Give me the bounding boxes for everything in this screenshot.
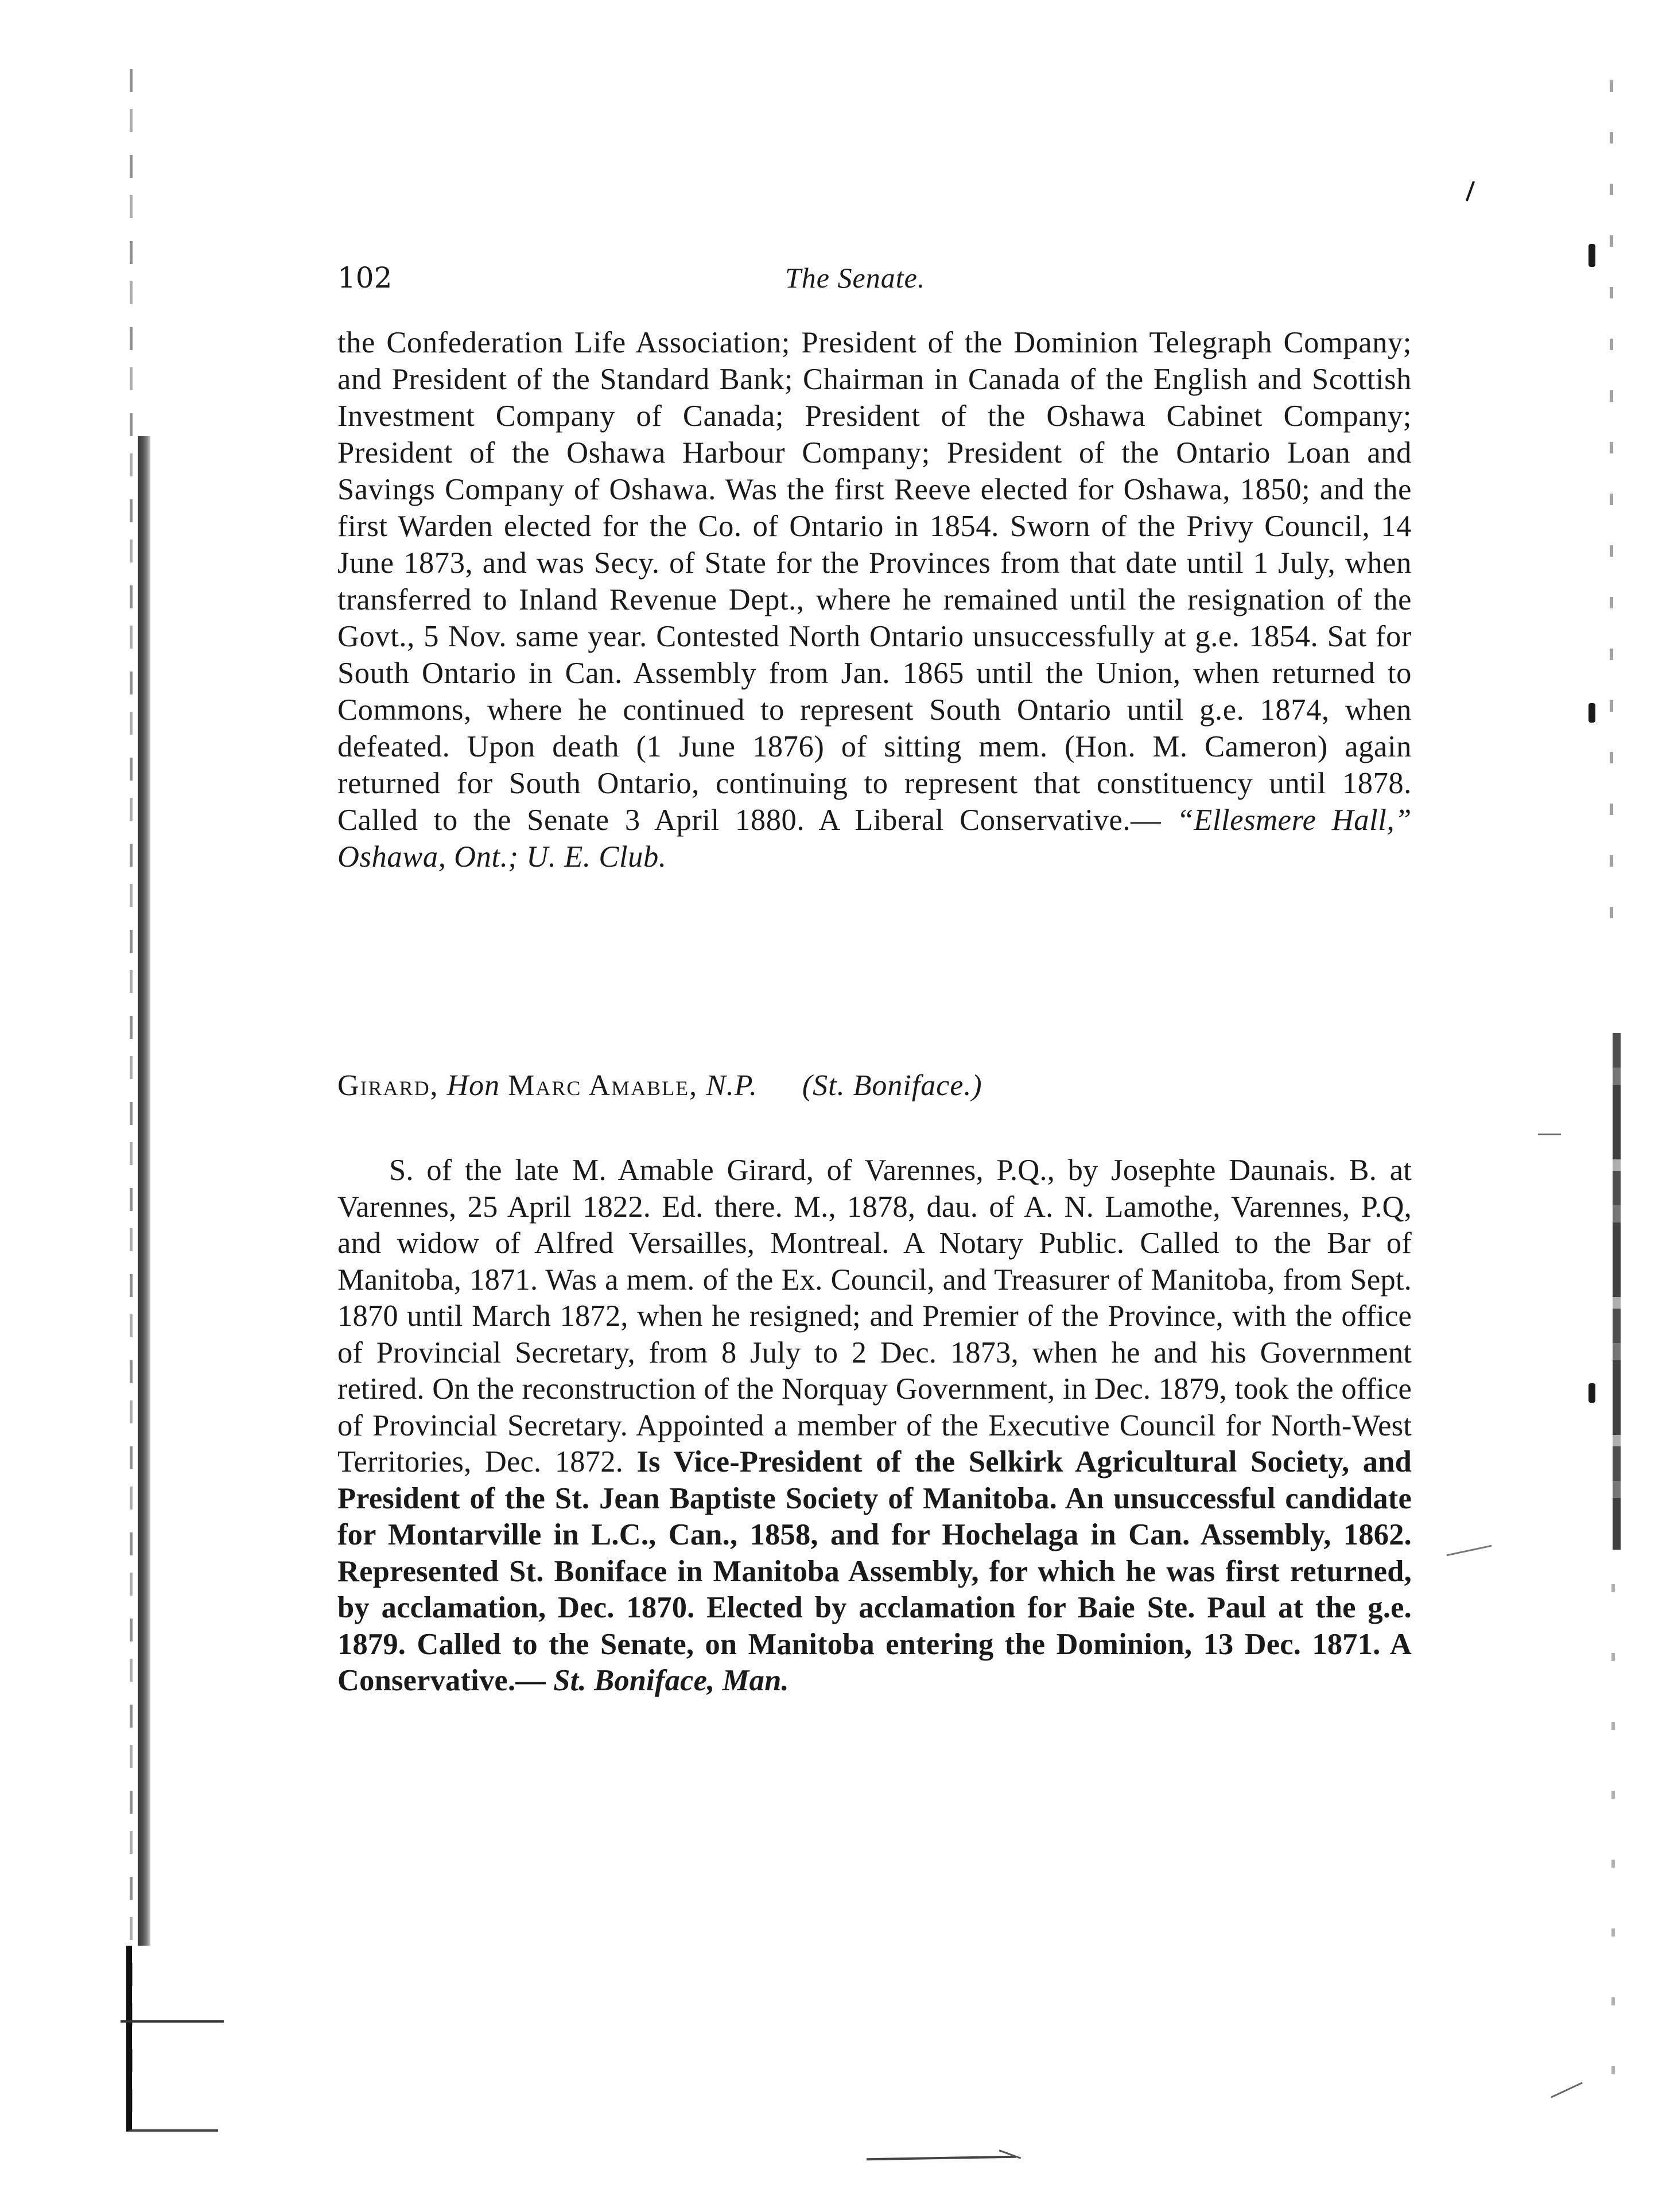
scan-tick-bottom-left (121, 2020, 224, 2023)
entry-surname: Girard, (337, 1069, 439, 1102)
continued-entry-paragraph (337, 324, 1412, 875)
ink-mark (1588, 244, 1595, 267)
entry-honorific: Hon (446, 1069, 500, 1102)
scan-edge-left (130, 69, 133, 2124)
page-header (337, 261, 1412, 307)
scan-edge-right-top (1610, 80, 1613, 941)
entry-biography-part-2: Is Vice-President of the Selkirk Agricultural Society, and President of the St. Jean Baptiste Society of Manitoba. An unsuccessful candidate for Montarville in L.C., Can., 1858, and for Hochelaga in Can. Assembly, 1862. Represented St. Boniface in Manitoba Assembly, for which he was first returned, by acclamation, Dec. 1870. Elected by acclamation for Baie Ste. Paul at the g.e. 1879. Called to the Senate, on Manitoba entering the Dominion, 13 Dec. 1871. A Conservative.— (337, 1445, 1412, 1697)
binding-shadow-right (1613, 1033, 1621, 1550)
entry-division: (St. Boniface.) (802, 1069, 982, 1102)
ink-mark (1588, 703, 1595, 723)
entry-heading (337, 1069, 982, 1103)
page-number: 102 (337, 261, 393, 294)
scan-edge-right-bottom (1611, 1584, 1615, 2101)
entry-postnominal: N.P. (706, 1069, 758, 1102)
ink-mark (1447, 1545, 1492, 1557)
entry-biography (337, 1152, 1412, 1699)
entry-address: St. Boniface, Man. (553, 1664, 789, 1697)
continued-entry-text: the Confederation Life Association; President of the Dominion Telegraph Company; and President of the Standard Bank; Chairman in Canada of the English and Scottish Investment Company of Canada; President of the Oshawa Cabinet Company; President of the Oshawa Harbour Company; President of the Ontario Loan and Savings Company of Oshawa. Was the first Reeve elected for Oshawa, 1850; and the first Warden elected for the Co. of Ontario in 1854. Sworn of the Privy Council, 14 June 1873, and was Secy. of State for the Provinces from that date until 1 July, when transferred to Inland Revenue Dept., where he remained until the resignation of the Govt., 5 Nov. same year. Contested North Ontario unsuccessfully at g.e. 1854. Sat for South Ontario in Can. Assembly from Jan. 1865 until the Union, when returned to Commons, where he continued to represent South Ontario until g.e. 1874, when defeated. Upon death (1 June 1876) of sitting mem. (Hon. M. Cameron) again returned for South Ontario, continuing to represent that constituency until 1878. Called to the Senate 3 April 1880. A Liberal Conservative.— (337, 326, 1412, 837)
ink-mark (1551, 2082, 1583, 2098)
ink-mark (1466, 181, 1475, 201)
continued-entry-address: “Ellesmere Hall,” Oshawa, Ont.; U. E. Club. (337, 804, 1412, 874)
entry-biography-part-1: S. of the late M. Amable Girard, of Varennes, P.Q., by Josephte Daunais. B. at Varennes, 25 April 1822. Ed. there. M., 1878, dau. of A. N. Lamothe, Varennes, P.Q, and widow of Alfred Versailles, Montreal. A Notary Public. Called to the Bar of Manitoba, 1871. Was a mem. of the Ex. Council, and Treasurer of Manitoba, from Sept. 1870 until March 1872, when he resigned; and Premier of the Province, with the office of Provincial Secretary, from 8 July to 2 Dec. 1873, when he and his Government retired. On the reconstruction of the Norquay Government, in Dec. 1879, took the office of Provincial Secretary. Appointed a member of the Executive Council for North-West Territories, Dec. 1872. (337, 1154, 1412, 1478)
ink-mark (1588, 1383, 1595, 1403)
entry-given-names: Marc Amable, (508, 1069, 698, 1102)
footer-scan-stroke (867, 2156, 1016, 2161)
scan-bracket-bottom-left (126, 1946, 218, 2132)
ink-mark (1538, 1134, 1561, 1135)
running-title: The Senate. (785, 262, 926, 294)
binding-shadow-left (138, 436, 150, 1946)
